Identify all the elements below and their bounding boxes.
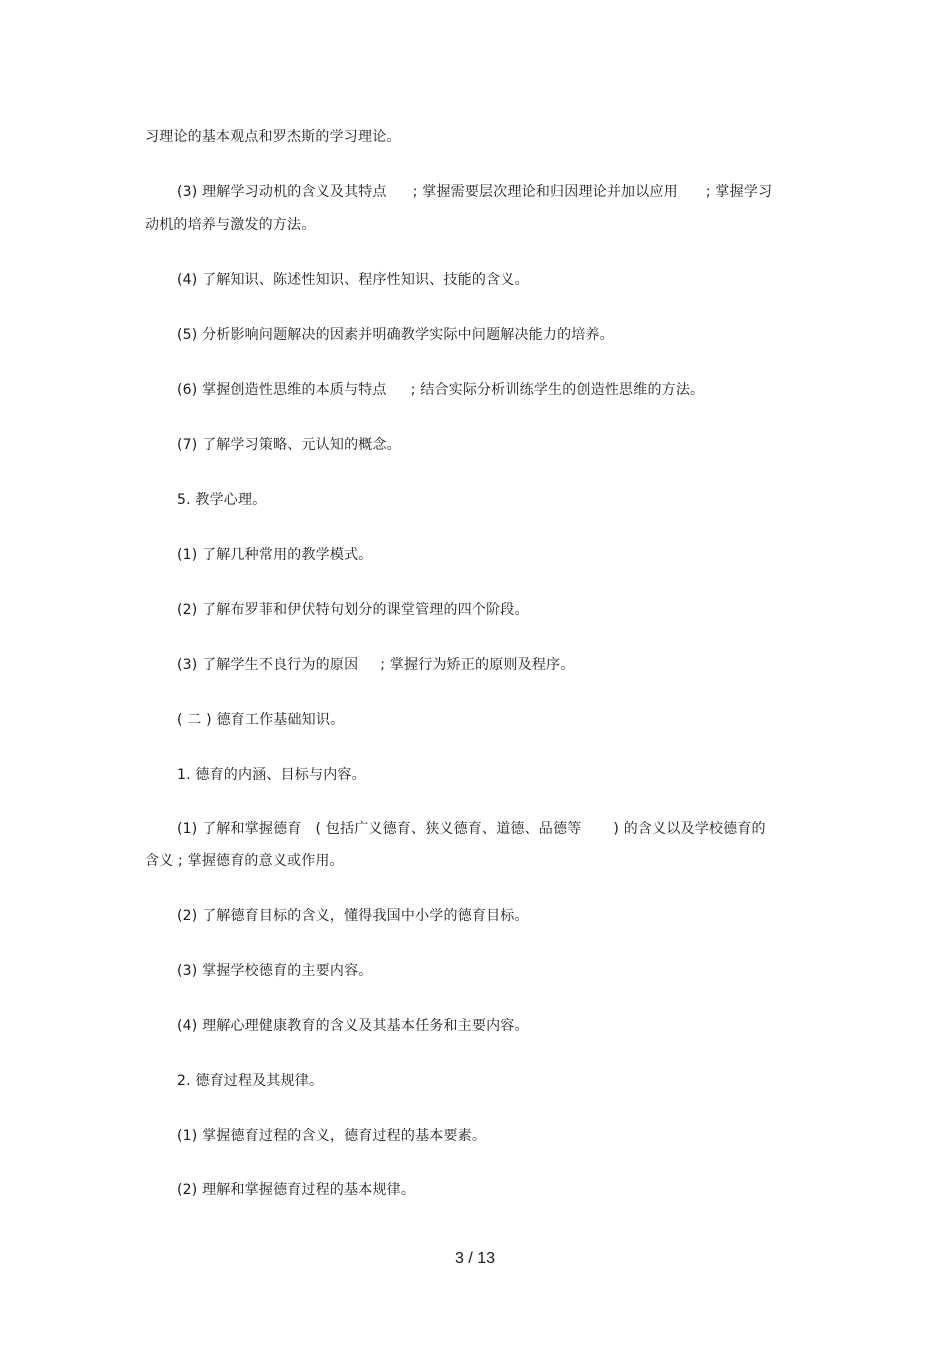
text-segment: (2) 了解布罗菲和伊伏特句划分的课堂管理的四个阶段。	[177, 602, 529, 618]
text-segment: 习理论的基本观点和罗杰斯的学习理论。	[145, 129, 401, 145]
text-segment: (6) 掌握创造性思维的本质与特点	[177, 382, 387, 398]
paragraph-line	[145, 215, 315, 235]
text-segment: ; 掌握行为矫正的原则及程序。	[380, 657, 575, 673]
text-segment: (1) 了解几种常用的教学模式。	[177, 547, 373, 563]
paragraph-line	[177, 182, 772, 202]
text-segment: (3) 理解学习动机的含义及其特点	[177, 184, 387, 200]
text-segment: 含义 ; 掌握德育的意义或作用。	[145, 853, 344, 869]
paragraph-line	[177, 1126, 486, 1146]
paragraph-line	[177, 1180, 415, 1200]
paragraph-line	[177, 906, 529, 926]
text-segment: (2) 理解和掌握德育过程的基本规律。	[177, 1182, 416, 1198]
text-segment: ( 二 ) 德育工作基础知识。	[177, 712, 345, 728]
text-segment: (1) 了解和掌握德育	[177, 821, 302, 837]
text-segment: (7) 了解学习策略、元认知的概念。	[177, 437, 401, 453]
section-heading	[177, 490, 266, 510]
paragraph-line	[177, 270, 529, 290]
section-heading	[177, 710, 344, 730]
section-heading	[177, 765, 366, 785]
text-segment: 1. 德育的内涵、目标与内容。	[177, 767, 366, 783]
text-segment: ; 掌握需要层次理论和归因理论并加以应用	[412, 184, 678, 200]
text-segment: 5. 教学心理。	[177, 492, 267, 508]
text-segment: 动机的培养与激发的方法。	[145, 217, 316, 233]
text-segment: (4) 了解知识、陈述性知识、程序性知识、技能的含义。	[177, 272, 529, 288]
text-segment: 2. 德育过程及其规律。	[177, 1073, 324, 1089]
text-segment: ; 结合实际分析训练学生的创造性思维的方法。	[410, 382, 705, 398]
text-segment: (1) 掌握德育过程的含义，德育过程的基本要素。	[177, 1128, 487, 1144]
text-segment: (3) 了解学生不良行为的原因	[177, 657, 359, 673]
paragraph-line	[145, 127, 401, 147]
text-segment: (4) 理解心理健康教育的含义及其基本任务和主要内容。	[177, 1018, 529, 1034]
text-segment: ( 包括广义德育、狭义德育、道德、品德等	[315, 821, 582, 837]
paragraph-line	[177, 961, 372, 981]
text-segment: (2) 了解德育目标的含义，懂得我国中小学的德育目标。	[177, 908, 529, 924]
section-heading	[177, 1071, 323, 1091]
paragraph-line	[177, 545, 372, 565]
paragraph-line	[177, 435, 401, 455]
paragraph-line	[177, 1016, 529, 1036]
text-segment: ) 的含义以及学校德育的	[613, 821, 766, 837]
paragraph-line	[145, 851, 344, 871]
paragraph-line	[177, 600, 529, 620]
paragraph-line	[177, 325, 614, 345]
text-segment: (3) 掌握学校德育的主要内容。	[177, 963, 373, 979]
text-segment: ; 掌握学习	[705, 184, 773, 200]
page-number: 3 / 13	[454, 1250, 496, 1267]
text-segment: (5) 分析影响问题解决的因素并明确教学实际中问题解决能力的培养。	[177, 327, 614, 343]
paragraph-line	[177, 380, 704, 400]
paragraph-line	[177, 655, 574, 675]
paragraph-line	[177, 819, 766, 839]
